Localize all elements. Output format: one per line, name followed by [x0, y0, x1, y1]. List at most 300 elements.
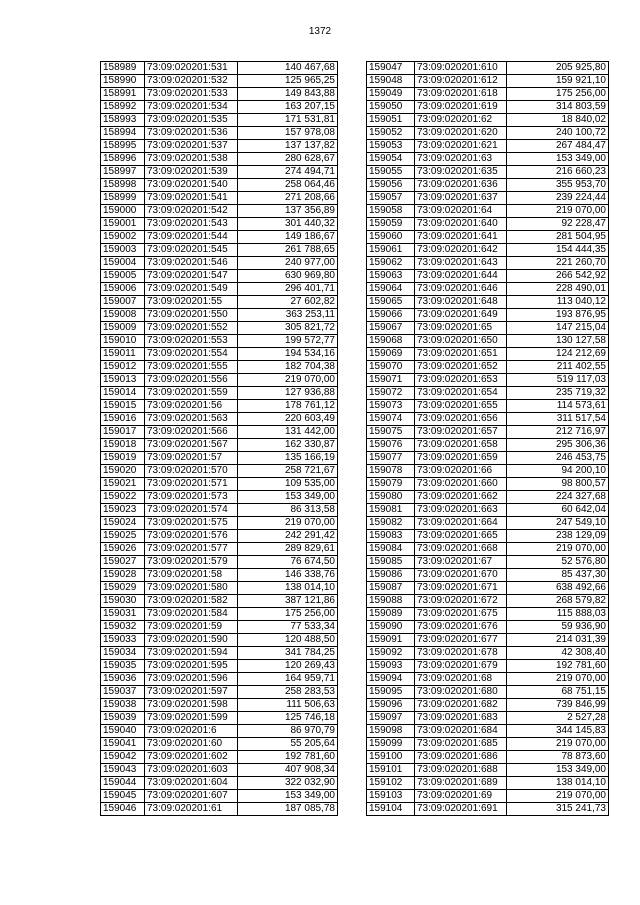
amount-cell: 131 442,00: [238, 426, 338, 439]
table-row: [101, 504, 338, 517]
row-number-cell: 159073: [367, 400, 415, 413]
cadastral-number-cell: 73:09:020201:582: [145, 595, 238, 608]
cadastral-number-cell: 73:09:020201:689: [415, 777, 507, 790]
amount-cell: 138 014,10: [507, 777, 609, 790]
cadastral-number-cell: 73:09:020201:612: [415, 75, 507, 88]
row-number-cell: 159023: [101, 504, 145, 517]
amount-cell: 147 215,04: [507, 322, 609, 335]
cadastral-number-cell: 73:09:020201:635: [415, 166, 507, 179]
table-row: [367, 595, 609, 608]
amount-cell: 55 205,64: [238, 738, 338, 751]
amount-cell: 149 843,88: [238, 88, 338, 101]
amount-cell: 115 888,03: [507, 608, 609, 621]
amount-cell: 146 338,76: [238, 569, 338, 582]
row-number-cell: 159085: [367, 556, 415, 569]
row-number-cell: 159092: [367, 647, 415, 660]
table-row: [101, 140, 338, 153]
row-number-cell: 159068: [367, 335, 415, 348]
cadastral-number-cell: 73:09:020201:677: [415, 634, 507, 647]
table-row: [367, 699, 609, 712]
row-number-cell: 159019: [101, 452, 145, 465]
row-number-cell: 158999: [101, 192, 145, 205]
amount-cell: 387 121,86: [238, 595, 338, 608]
table-row: [367, 569, 609, 582]
table-row: [367, 777, 609, 790]
row-number-cell: 158993: [101, 114, 145, 127]
cadastral-number-cell: 73:09:020201:688: [415, 764, 507, 777]
row-number-cell: 159030: [101, 595, 145, 608]
amount-cell: 113 040,12: [507, 296, 609, 309]
row-number-cell: 159081: [367, 504, 415, 517]
amount-cell: 94 200,10: [507, 465, 609, 478]
row-number-cell: 159058: [367, 205, 415, 218]
cadastral-number-cell: 73:09:020201:576: [145, 530, 238, 543]
cadastral-number-cell: 73:09:020201:641: [415, 231, 507, 244]
table-row: [101, 62, 338, 75]
table-row: [367, 790, 609, 803]
amount-cell: 205 925,80: [507, 62, 609, 75]
row-number-cell: 159042: [101, 751, 145, 764]
cadastral-number-cell: 73:09:020201:540: [145, 179, 238, 192]
row-number-cell: 159001: [101, 218, 145, 231]
amount-cell: 219 070,00: [507, 205, 609, 218]
row-number-cell: 159080: [367, 491, 415, 504]
row-number-cell: 158998: [101, 179, 145, 192]
cadastral-number-cell: 73:09:020201:621: [415, 140, 507, 153]
table-row: [101, 556, 338, 569]
cadastral-number-cell: 73:09:020201:65: [415, 322, 507, 335]
cadastral-number-cell: 73:09:020201:642: [415, 244, 507, 257]
amount-cell: 157 978,08: [238, 127, 338, 140]
row-number-cell: 159038: [101, 699, 145, 712]
amount-cell: 77 533,34: [238, 621, 338, 634]
amount-cell: 216 660,23: [507, 166, 609, 179]
table-row: [101, 686, 338, 699]
cadastral-number-cell: 73:09:020201:649: [415, 309, 507, 322]
row-number-cell: 159047: [367, 62, 415, 75]
row-number-cell: 159035: [101, 660, 145, 673]
row-number-cell: 159101: [367, 764, 415, 777]
cadastral-number-cell: 73:09:020201:539: [145, 166, 238, 179]
table-row: [101, 348, 338, 361]
row-number-cell: 159002: [101, 231, 145, 244]
row-number-cell: 159008: [101, 309, 145, 322]
table-row: [367, 803, 609, 816]
cadastral-number-cell: 73:09:020201:542: [145, 205, 238, 218]
cadastral-number-cell: 73:09:020201:675: [415, 608, 507, 621]
amount-cell: 159 921,10: [507, 75, 609, 88]
cadastral-number-cell: 73:09:020201:686: [415, 751, 507, 764]
cadastral-number-cell: 73:09:020201:619: [415, 101, 507, 114]
table-row: [367, 764, 609, 777]
cadastral-number-cell: 73:09:020201:63: [415, 153, 507, 166]
amount-cell: 258 721,67: [238, 465, 338, 478]
amount-cell: 130 127,58: [507, 335, 609, 348]
table-row: [367, 400, 609, 413]
row-number-cell: 159062: [367, 257, 415, 270]
amount-cell: 124 212,69: [507, 348, 609, 361]
page-number: 1372: [308, 26, 332, 37]
cadastral-number-cell: 73:09:020201:570: [145, 465, 238, 478]
cadastral-number-cell: 73:09:020201:594: [145, 647, 238, 660]
table-row: [367, 465, 609, 478]
table-row: [101, 296, 338, 309]
table-row: [367, 322, 609, 335]
cadastral-number-cell: 73:09:020201:547: [145, 270, 238, 283]
amount-cell: 239 224,44: [507, 192, 609, 205]
table-row: [367, 257, 609, 270]
amount-cell: 153 349,00: [507, 153, 609, 166]
amount-cell: 242 291,42: [238, 530, 338, 543]
amount-cell: 149 186,67: [238, 231, 338, 244]
row-number-cell: 159067: [367, 322, 415, 335]
table-row: [367, 361, 609, 374]
amount-cell: 85 437,30: [507, 569, 609, 582]
cadastral-number-cell: 73:09:020201:58: [145, 569, 238, 582]
amount-cell: 140 467,68: [238, 62, 338, 75]
amount-cell: 127 936,88: [238, 387, 338, 400]
row-number-cell: 159006: [101, 283, 145, 296]
amount-cell: 192 781,60: [507, 660, 609, 673]
row-number-cell: 159075: [367, 426, 415, 439]
amount-cell: 315 241,73: [507, 803, 609, 816]
amount-cell: 214 031,39: [507, 634, 609, 647]
table-row: [367, 296, 609, 309]
table-row: [367, 374, 609, 387]
row-number-cell: 159051: [367, 114, 415, 127]
cadastral-number-cell: 73:09:020201:533: [145, 88, 238, 101]
amount-cell: 86 313,58: [238, 504, 338, 517]
amount-cell: 68 751,15: [507, 686, 609, 699]
amount-cell: 52 576,80: [507, 556, 609, 569]
row-number-cell: 159003: [101, 244, 145, 257]
cadastral-number-cell: 73:09:020201:554: [145, 348, 238, 361]
cadastral-number-cell: 73:09:020201:680: [415, 686, 507, 699]
table-row: [367, 335, 609, 348]
cadastral-number-cell: 73:09:020201:553: [145, 335, 238, 348]
cadastral-number-cell: 73:09:020201:541: [145, 192, 238, 205]
row-number-cell: 158996: [101, 153, 145, 166]
table-row: [367, 738, 609, 751]
amount-cell: 137 356,89: [238, 205, 338, 218]
cadastral-number-cell: 73:09:020201:57: [145, 452, 238, 465]
table-row: [367, 413, 609, 426]
table-row: [101, 257, 338, 270]
amount-cell: 18 840,02: [507, 114, 609, 127]
cadastral-number-cell: 73:09:020201:653: [415, 374, 507, 387]
row-number-cell: 159005: [101, 270, 145, 283]
cadastral-number-cell: 73:09:020201:643: [415, 257, 507, 270]
table-row: [101, 309, 338, 322]
amount-cell: 175 256,00: [507, 88, 609, 101]
table-row: [101, 101, 338, 114]
cadastral-number-cell: 73:09:020201:549: [145, 283, 238, 296]
row-number-cell: 159033: [101, 634, 145, 647]
amount-cell: 355 953,70: [507, 179, 609, 192]
cadastral-number-cell: 73:09:020201:685: [415, 738, 507, 751]
cadastral-number-cell: 73:09:020201:671: [415, 582, 507, 595]
table-row: [367, 712, 609, 725]
amount-cell: 164 959,71: [238, 673, 338, 686]
table-row: [101, 478, 338, 491]
register-table-right: [366, 61, 609, 816]
cadastral-number-cell: 73:09:020201:662: [415, 491, 507, 504]
table-row: [101, 75, 338, 88]
row-number-cell: 159018: [101, 439, 145, 452]
row-number-cell: 159074: [367, 413, 415, 426]
table-row: [101, 413, 338, 426]
row-number-cell: 159004: [101, 257, 145, 270]
cadastral-number-cell: 73:09:020201:664: [415, 517, 507, 530]
table-row: [101, 725, 338, 738]
cadastral-number-cell: 73:09:020201:676: [415, 621, 507, 634]
cadastral-number-cell: 73:09:020201:550: [145, 309, 238, 322]
table-row: [367, 660, 609, 673]
cadastral-number-cell: 73:09:020201:535: [145, 114, 238, 127]
row-number-cell: 159009: [101, 322, 145, 335]
cadastral-number-cell: 73:09:020201:603: [145, 764, 238, 777]
cadastral-number-cell: 73:09:020201:659: [415, 452, 507, 465]
row-number-cell: 159069: [367, 348, 415, 361]
amount-cell: 138 014,10: [238, 582, 338, 595]
table-row: [367, 179, 609, 192]
amount-cell: 247 549,10: [507, 517, 609, 530]
amount-cell: 162 330,87: [238, 439, 338, 452]
cadastral-number-cell: 73:09:020201:62: [415, 114, 507, 127]
table-row: [367, 244, 609, 257]
amount-cell: 109 535,00: [238, 478, 338, 491]
amount-cell: 120 488,50: [238, 634, 338, 647]
amount-cell: 311 517,54: [507, 413, 609, 426]
row-number-cell: 159088: [367, 595, 415, 608]
row-number-cell: 159061: [367, 244, 415, 257]
row-number-cell: 159059: [367, 218, 415, 231]
table-row: [101, 660, 338, 673]
cadastral-number-cell: 73:09:020201:599: [145, 712, 238, 725]
amount-cell: 59 936,90: [507, 621, 609, 634]
table-row: [101, 738, 338, 751]
cadastral-number-cell: 73:09:020201:66: [415, 465, 507, 478]
row-number-cell: 158989: [101, 62, 145, 75]
row-number-cell: 159029: [101, 582, 145, 595]
row-number-cell: 159000: [101, 205, 145, 218]
row-number-cell: 159053: [367, 140, 415, 153]
amount-cell: 98 800,57: [507, 478, 609, 491]
row-number-cell: 159096: [367, 699, 415, 712]
table-row: [101, 114, 338, 127]
cadastral-number-cell: 73:09:020201:618: [415, 88, 507, 101]
cadastral-number-cell: 73:09:020201:598: [145, 699, 238, 712]
cadastral-number-cell: 73:09:020201:531: [145, 62, 238, 75]
table-row: [101, 335, 338, 348]
row-number-cell: 159052: [367, 127, 415, 140]
row-number-cell: 158994: [101, 127, 145, 140]
table-row: [101, 569, 338, 582]
table-row: [367, 686, 609, 699]
cadastral-number-cell: 73:09:020201:545: [145, 244, 238, 257]
cadastral-number-cell: 73:09:020201:650: [415, 335, 507, 348]
amount-cell: 154 444,35: [507, 244, 609, 257]
row-number-cell: 159012: [101, 361, 145, 374]
row-number-cell: 159016: [101, 413, 145, 426]
row-number-cell: 159014: [101, 387, 145, 400]
cadastral-number-cell: 73:09:020201:566: [145, 426, 238, 439]
cadastral-number-cell: 73:09:020201:61: [145, 803, 238, 816]
amount-cell: 211 402,55: [507, 361, 609, 374]
table-row: [101, 452, 338, 465]
cadastral-number-cell: 73:09:020201:679: [415, 660, 507, 673]
cadastral-number-cell: 73:09:020201:602: [145, 751, 238, 764]
amount-cell: 281 504,95: [507, 231, 609, 244]
amount-cell: 274 494,71: [238, 166, 338, 179]
amount-cell: 194 534,16: [238, 348, 338, 361]
row-number-cell: 159093: [367, 660, 415, 673]
table-row: [101, 322, 338, 335]
cadastral-number-cell: 73:09:020201:59: [145, 621, 238, 634]
amount-cell: 114 573,61: [507, 400, 609, 413]
row-number-cell: 159082: [367, 517, 415, 530]
amount-cell: 163 207,15: [238, 101, 338, 114]
row-number-cell: 159084: [367, 543, 415, 556]
amount-cell: 638 492,66: [507, 582, 609, 595]
cadastral-number-cell: 73:09:020201:597: [145, 686, 238, 699]
table-row: [101, 439, 338, 452]
cadastral-number-cell: 73:09:020201:656: [415, 413, 507, 426]
row-number-cell: 159046: [101, 803, 145, 816]
cadastral-number-cell: 73:09:020201:537: [145, 140, 238, 153]
row-number-cell: 159087: [367, 582, 415, 595]
amount-cell: 120 269,43: [238, 660, 338, 673]
row-number-cell: 159056: [367, 179, 415, 192]
table-row: [101, 751, 338, 764]
row-number-cell: 159078: [367, 465, 415, 478]
table-row: [367, 283, 609, 296]
row-number-cell: 159086: [367, 569, 415, 582]
row-number-cell: 159025: [101, 530, 145, 543]
table-row: [367, 725, 609, 738]
row-number-cell: 159072: [367, 387, 415, 400]
table-row: [101, 673, 338, 686]
row-number-cell: 159064: [367, 283, 415, 296]
cadastral-number-cell: 73:09:020201:620: [415, 127, 507, 140]
cadastral-number-cell: 73:09:020201:68: [415, 673, 507, 686]
cadastral-number-cell: 73:09:020201:56: [145, 400, 238, 413]
cadastral-number-cell: 73:09:020201:60: [145, 738, 238, 751]
cadastral-number-cell: 73:09:020201:604: [145, 777, 238, 790]
table-row: [101, 803, 338, 816]
amount-cell: 92 228,47: [507, 218, 609, 231]
row-number-cell: 159015: [101, 400, 145, 413]
table-row: [367, 166, 609, 179]
cadastral-number-cell: 73:09:020201:543: [145, 218, 238, 231]
amount-cell: 219 070,00: [238, 517, 338, 530]
amount-cell: 363 253,11: [238, 309, 338, 322]
cadastral-number-cell: 73:09:020201:544: [145, 231, 238, 244]
cadastral-number-cell: 73:09:020201:546: [145, 257, 238, 270]
table-row: [101, 179, 338, 192]
row-number-cell: 159036: [101, 673, 145, 686]
amount-cell: 78 873,60: [507, 751, 609, 764]
table-row: [101, 712, 338, 725]
table-row: [101, 582, 338, 595]
row-number-cell: 158997: [101, 166, 145, 179]
table-row: [367, 88, 609, 101]
cadastral-number-cell: 73:09:020201:67: [415, 556, 507, 569]
amount-cell: 153 349,00: [238, 491, 338, 504]
amount-cell: 219 070,00: [238, 374, 338, 387]
row-number-cell: 159089: [367, 608, 415, 621]
row-number-cell: 159024: [101, 517, 145, 530]
amount-cell: 111 506,63: [238, 699, 338, 712]
table-row: [367, 348, 609, 361]
table-row: [101, 595, 338, 608]
row-number-cell: 159079: [367, 478, 415, 491]
cadastral-number-cell: 73:09:020201:573: [145, 491, 238, 504]
table-row: [367, 647, 609, 660]
table-row: [101, 621, 338, 634]
amount-cell: 42 308,40: [507, 647, 609, 660]
cadastral-number-cell: 73:09:020201:655: [415, 400, 507, 413]
row-number-cell: 159066: [367, 309, 415, 322]
amount-cell: 224 327,68: [507, 491, 609, 504]
row-number-cell: 159049: [367, 88, 415, 101]
amount-cell: 261 788,65: [238, 244, 338, 257]
cadastral-number-cell: 73:09:020201:574: [145, 504, 238, 517]
amount-cell: 171 531,81: [238, 114, 338, 127]
amount-cell: 295 306,36: [507, 439, 609, 452]
row-number-cell: 159017: [101, 426, 145, 439]
amount-cell: 322 032,90: [238, 777, 338, 790]
amount-cell: 212 716,97: [507, 426, 609, 439]
table-row: [367, 192, 609, 205]
amount-cell: 271 208,66: [238, 192, 338, 205]
amount-cell: 246 453,75: [507, 452, 609, 465]
table-row: [367, 634, 609, 647]
row-number-cell: 159032: [101, 621, 145, 634]
table-row: [101, 543, 338, 556]
row-number-cell: 159077: [367, 452, 415, 465]
row-number-cell: 159054: [367, 153, 415, 166]
row-number-cell: 158992: [101, 101, 145, 114]
amount-cell: 296 401,71: [238, 283, 338, 296]
table-row: [367, 478, 609, 491]
table-row: [367, 439, 609, 452]
cadastral-number-cell: 73:09:020201:646: [415, 283, 507, 296]
cadastral-number-cell: 73:09:020201:640: [415, 218, 507, 231]
cadastral-number-cell: 73:09:020201:644: [415, 270, 507, 283]
table-row: [101, 153, 338, 166]
cadastral-number-cell: 73:09:020201:552: [145, 322, 238, 335]
cadastral-number-cell: 73:09:020201:534: [145, 101, 238, 114]
row-number-cell: 159063: [367, 270, 415, 283]
cadastral-number-cell: 73:09:020201:590: [145, 634, 238, 647]
table-row: [367, 543, 609, 556]
row-number-cell: 159076: [367, 439, 415, 452]
cadastral-number-cell: 73:09:020201:637: [415, 192, 507, 205]
table-row: [101, 231, 338, 244]
amount-cell: 238 129,09: [507, 530, 609, 543]
table-row: [367, 127, 609, 140]
cadastral-number-cell: 73:09:020201:538: [145, 153, 238, 166]
table-row: [101, 491, 338, 504]
row-number-cell: 159097: [367, 712, 415, 725]
row-number-cell: 159090: [367, 621, 415, 634]
row-number-cell: 159057: [367, 192, 415, 205]
amount-cell: 519 117,03: [507, 374, 609, 387]
amount-cell: 266 542,92: [507, 270, 609, 283]
amount-cell: 219 070,00: [507, 673, 609, 686]
cadastral-number-cell: 73:09:020201:532: [145, 75, 238, 88]
